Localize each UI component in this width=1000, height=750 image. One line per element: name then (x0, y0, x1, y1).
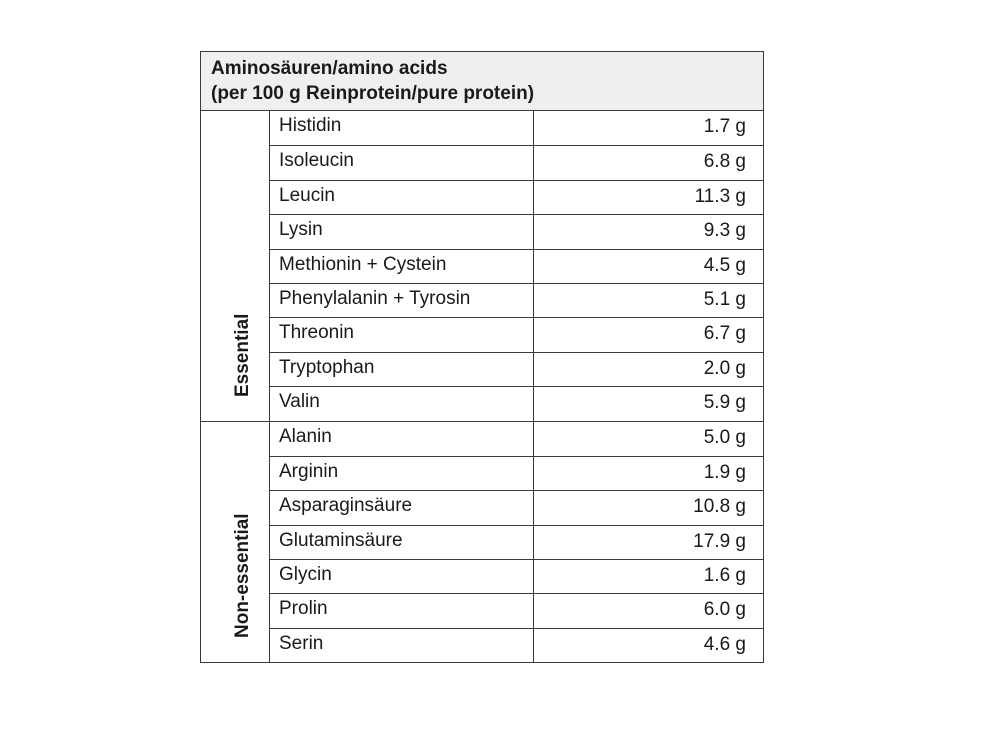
amino-acid-value: 5.9 g (703, 392, 746, 414)
amino-acid-name: Phenylalanin + Tyrosin (270, 284, 534, 317)
table-row (270, 111, 763, 145)
amino-acid-name: Valin (270, 387, 534, 420)
group-non-essential (201, 421, 763, 663)
table-row (270, 456, 763, 490)
amino-acid-value: 6.7 g (703, 323, 746, 345)
amino-acid-value: 4.5 g (703, 254, 746, 276)
amino-acid-table (200, 51, 764, 663)
amino-acid-name: Isoleucin (270, 146, 534, 179)
group-label-essential: Essential (232, 313, 253, 397)
table-row (270, 214, 763, 248)
amino-acid-value: 4.6 g (703, 633, 746, 655)
amino-acid-name: Asparaginsäure (270, 491, 534, 524)
table-row (270, 317, 763, 351)
amino-acid-value: 6.0 g (703, 599, 746, 621)
amino-acid-value: 5.1 g (703, 288, 746, 310)
table-row (270, 593, 763, 627)
table-row (270, 180, 763, 214)
table-row (270, 145, 763, 179)
table-row (270, 628, 763, 662)
amino-acid-name: Leucin (270, 181, 534, 214)
group-label-cell (201, 111, 270, 421)
table-row (270, 525, 763, 559)
amino-acid-value: 11.3 g (694, 185, 746, 207)
amino-acid-value: 9.3 g (703, 220, 746, 242)
amino-acid-value: 1.7 g (703, 116, 746, 137)
amino-acid-name: Glycin (270, 560, 534, 593)
group-label-cell (201, 422, 270, 663)
table-row (270, 249, 763, 283)
header-subtitle: (per 100 g Reinprotein/pure protein) (211, 83, 535, 104)
amino-acid-name: Glutaminsäure (270, 526, 534, 559)
amino-acid-value: 1.9 g (703, 461, 746, 483)
amino-acid-value: 2.0 g (703, 357, 746, 379)
amino-acid-name: Methionin + Cystein (270, 250, 534, 283)
amino-acid-name: Histidin (270, 111, 534, 145)
amino-acid-name: Tryptophan (270, 353, 534, 386)
amino-acid-value: 10.8 g (693, 496, 746, 518)
table-row (270, 422, 763, 456)
table-row (270, 490, 763, 524)
amino-acid-name: Prolin (270, 594, 534, 627)
amino-acid-name: Lysin (270, 215, 534, 248)
table-row (270, 386, 763, 420)
amino-acid-value: 6.8 g (703, 151, 746, 173)
amino-acid-name: Threonin (270, 318, 534, 351)
group-essential (201, 111, 763, 421)
amino-acid-value: 1.6 g (703, 565, 746, 587)
amino-acid-value: 5.0 g (703, 426, 746, 448)
group-label-non-essential: Non-essential (232, 513, 253, 639)
amino-acid-name: Serin (270, 629, 534, 662)
amino-acid-name: Alanin (270, 422, 534, 456)
group-rows (270, 111, 763, 421)
amino-acid-name: Arginin (270, 457, 534, 490)
header-title: Aminosäuren/amino acids (211, 58, 448, 79)
table-row (270, 352, 763, 386)
table-header (201, 52, 763, 111)
table-row (270, 559, 763, 593)
amino-acid-value: 17.9 g (693, 530, 746, 552)
table-row (270, 283, 763, 317)
group-rows (270, 422, 763, 663)
